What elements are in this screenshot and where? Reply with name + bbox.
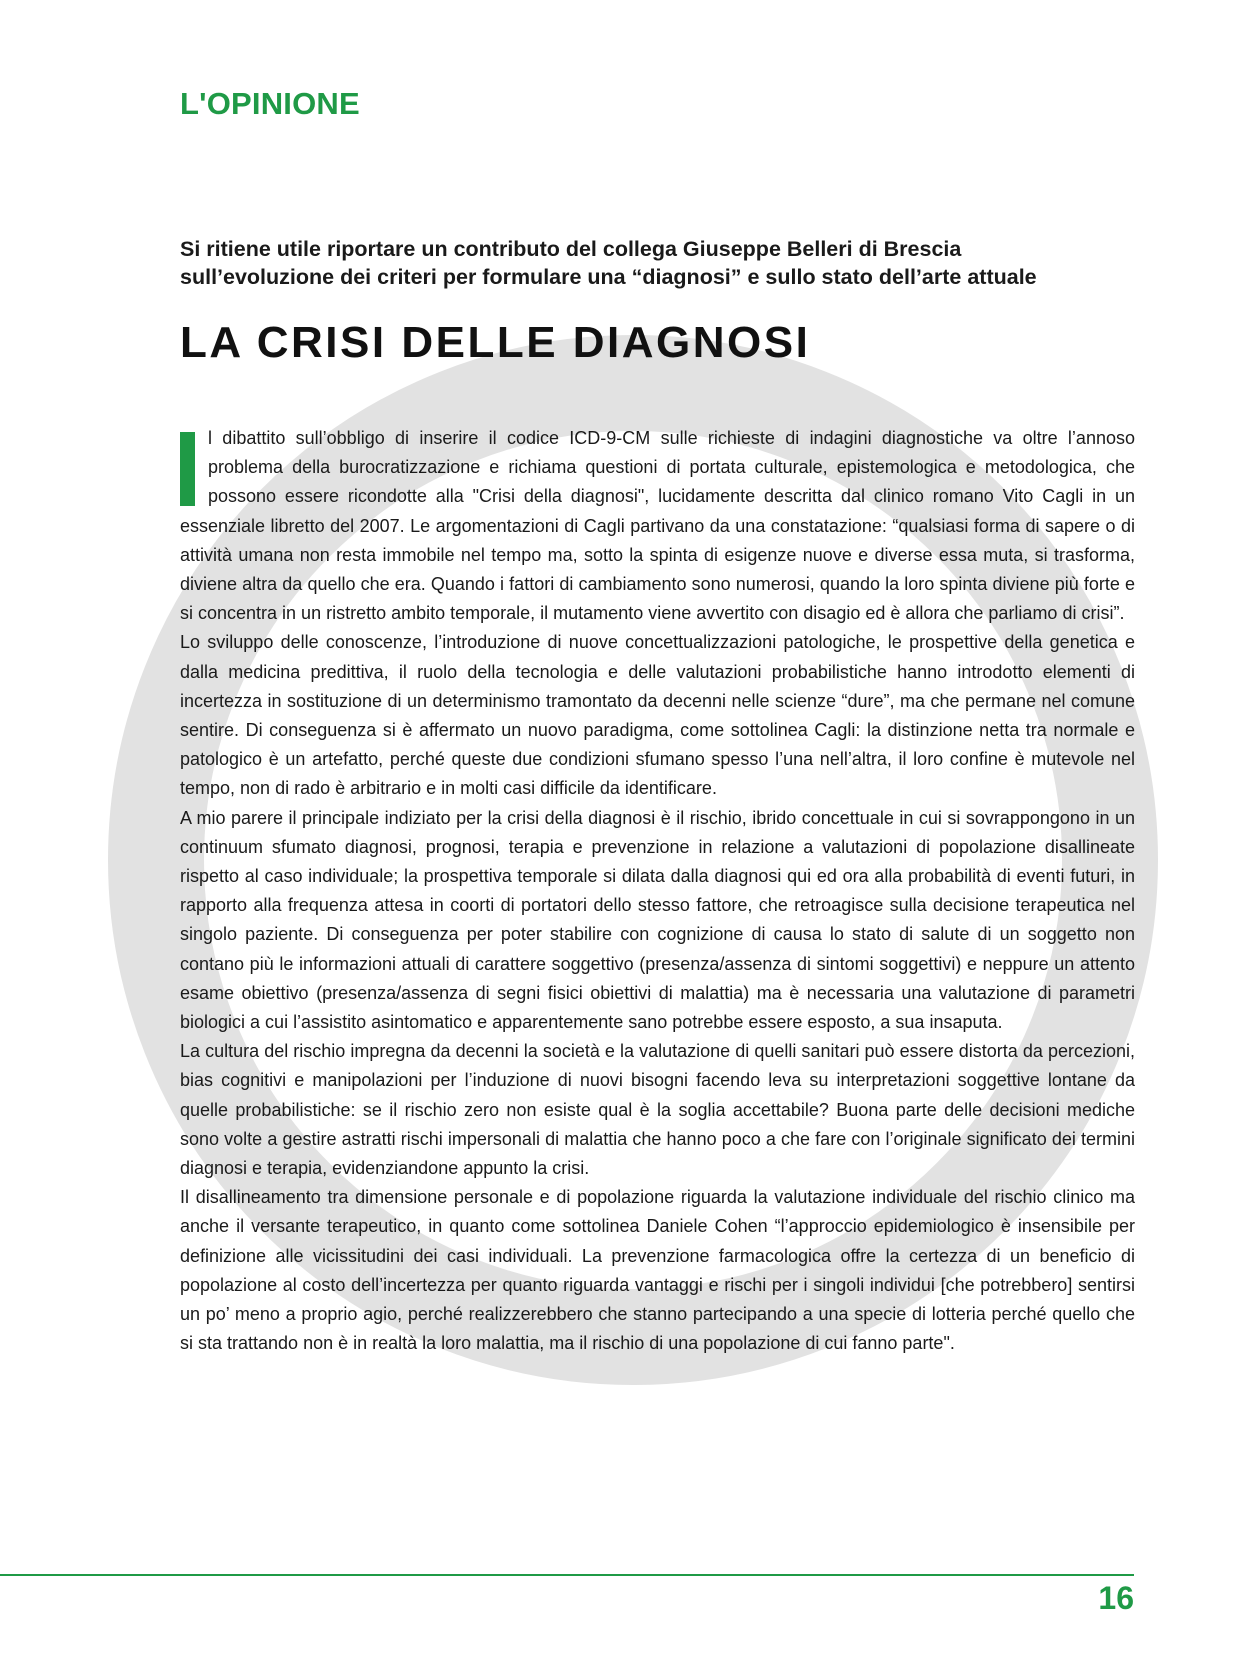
dropcap-letter [180,432,195,506]
paragraph-3: A mio parere il principale indiziato per la crisi della diagnosi è il rischio, ibrido concettuale in cui si sovrappongono in un continuum sfumato diagnosi, prognosi, terapia e prevenzione in relazione a valutazioni di popolazione disallineate rispetto al caso individuale; la prospettiva temporale si dilata dalla diagnosi qui ed ora alla probabilità di eventi futuri, in rapporto alla frequenza attesa in coorti di portatori dello stesso fattore, che retroagisce sulla decisione terapeutica nel singolo paziente. Di conseguenza per poter stabilire con cognizione di causa lo stato di salute di un soggetto non contano più le informazioni attuali di carattere soggettivo (presenza/assenza di sintomi soggettivi) e neppure un attento esame obiettivo (presenza/assenza di segni fisici obiettivi di malattia) ma è necessaria una valutazione di parametri biologici a cui l’assistito asintomatico e apparentemente sano potrebbe essere esposto, a sua insaputa. [180,807,1135,1033]
intro-line-1: Si ritiene utile riportare un contributo del collega Giuseppe Belleri di Brescia [180,237,962,261]
section-label: L'OPINIONE [180,86,360,121]
intro-line-2: sull’evoluzione dei criteri per formulare una “diagnosi” e sullo stato dell’arte attuale [180,265,1037,289]
paragraph-4: La cultura del rischio impregna da decenni la società e la valutazione di quelli sanitari può essere distorta da percezioni, bias cognitivi e manipolazioni per l’induzione di nuovi bisogni facendo leva su interpretazioni soggettive lontane da quelle probabilistiche: se il rischio zero non esiste qual è la soglia accettabile? Buona parte delle decisioni mediche sono volte a gestire astratti rischi impersonali di malattia che hanno poco a che fare con l’originale significato dei termini diagnosi e terapia, evidenziandone appunto la crisi. [180,1041,1135,1179]
paragraph-5: Il disallineamento tra dimensione personale e di popolazione riguarda la valutazione individuale del rischio clinico ma anche il versante terapeutico, in quanto come sottolinea Daniele Cohen “l’approccio epidemiologico è insensibile per definizione alle vicissitudini dei casi individuali. La prevenzione farmacologica offre la certezza di un beneficio di popolazione al costo dell’incertezza per quanto riguarda vantaggi e rischi per i singoli individui [che potrebbero] sentirsi un po’ meno a proprio agio, perché realizzerebbero che stanno partecipando a una specie di lotteria perché quello che si sta trattando non è in realtà la loro malattia, ma il rischio di una popolazione di cui fanno parte". [180,1187,1135,1354]
page-number: 16 [1098,1580,1134,1616]
article-body [180,424,1135,1359]
paragraph-2: Lo sviluppo delle conoscenze, l’introduzione di nuove concettualizzazioni patologiche, le prospettive della genetica e dalla medicina predittiva, il ruolo della tecnologia e delle valutazioni probabilistiche hanno introdotto elementi di incertezza in sostituzione di un determinismo tramontato da decenni nelle scienze “dure”, ma che permane nel comune sentire. Di conseguenza si è affermato un nuovo paradigma, come sottolinea Cagli: la distinzione netta tra normale e patologico è un artefatto, perché queste due condizioni sfumano spesso l’una nell’altra, il loro confine è mutevole nel tempo, non di rado è arbitrario e in molti casi difficile da identificare. [180,632,1135,799]
article-intro [180,235,1140,291]
article-title: LA CRISI DELLE DIAGNOSI [180,318,811,367]
paragraph-1: l dibattito sull’obbligo di inserire il codice ICD-9-CM sulle richieste di indagini diagnostiche va oltre l’annoso problema della burocratizzazione e richiama questioni di portata culturale, epistemologica e metodologica, che possono essere ricondotte alla "Crisi della diagnosi", lucidamente descritta dal clinico romano Vito Cagli in un essenziale libretto del 2007. Le argomentazioni di Cagli partivano da una constatazione: “qualsiasi forma di sapere o di attività umana non resta immobile nel tempo ma, sotto la spinta di esigenze nuove e diverse essa muta, si trasforma, diviene altra da quello che era. Quando i fattori di cambiamento sono numerosi, quando la loro spinta diviene più forte e si concentra in un ristretto ambito temporale, il mutamento viene avvertito con disagio ed è allora che parliamo di crisi”. [180,428,1135,624]
footer-rule [0,1574,1134,1576]
